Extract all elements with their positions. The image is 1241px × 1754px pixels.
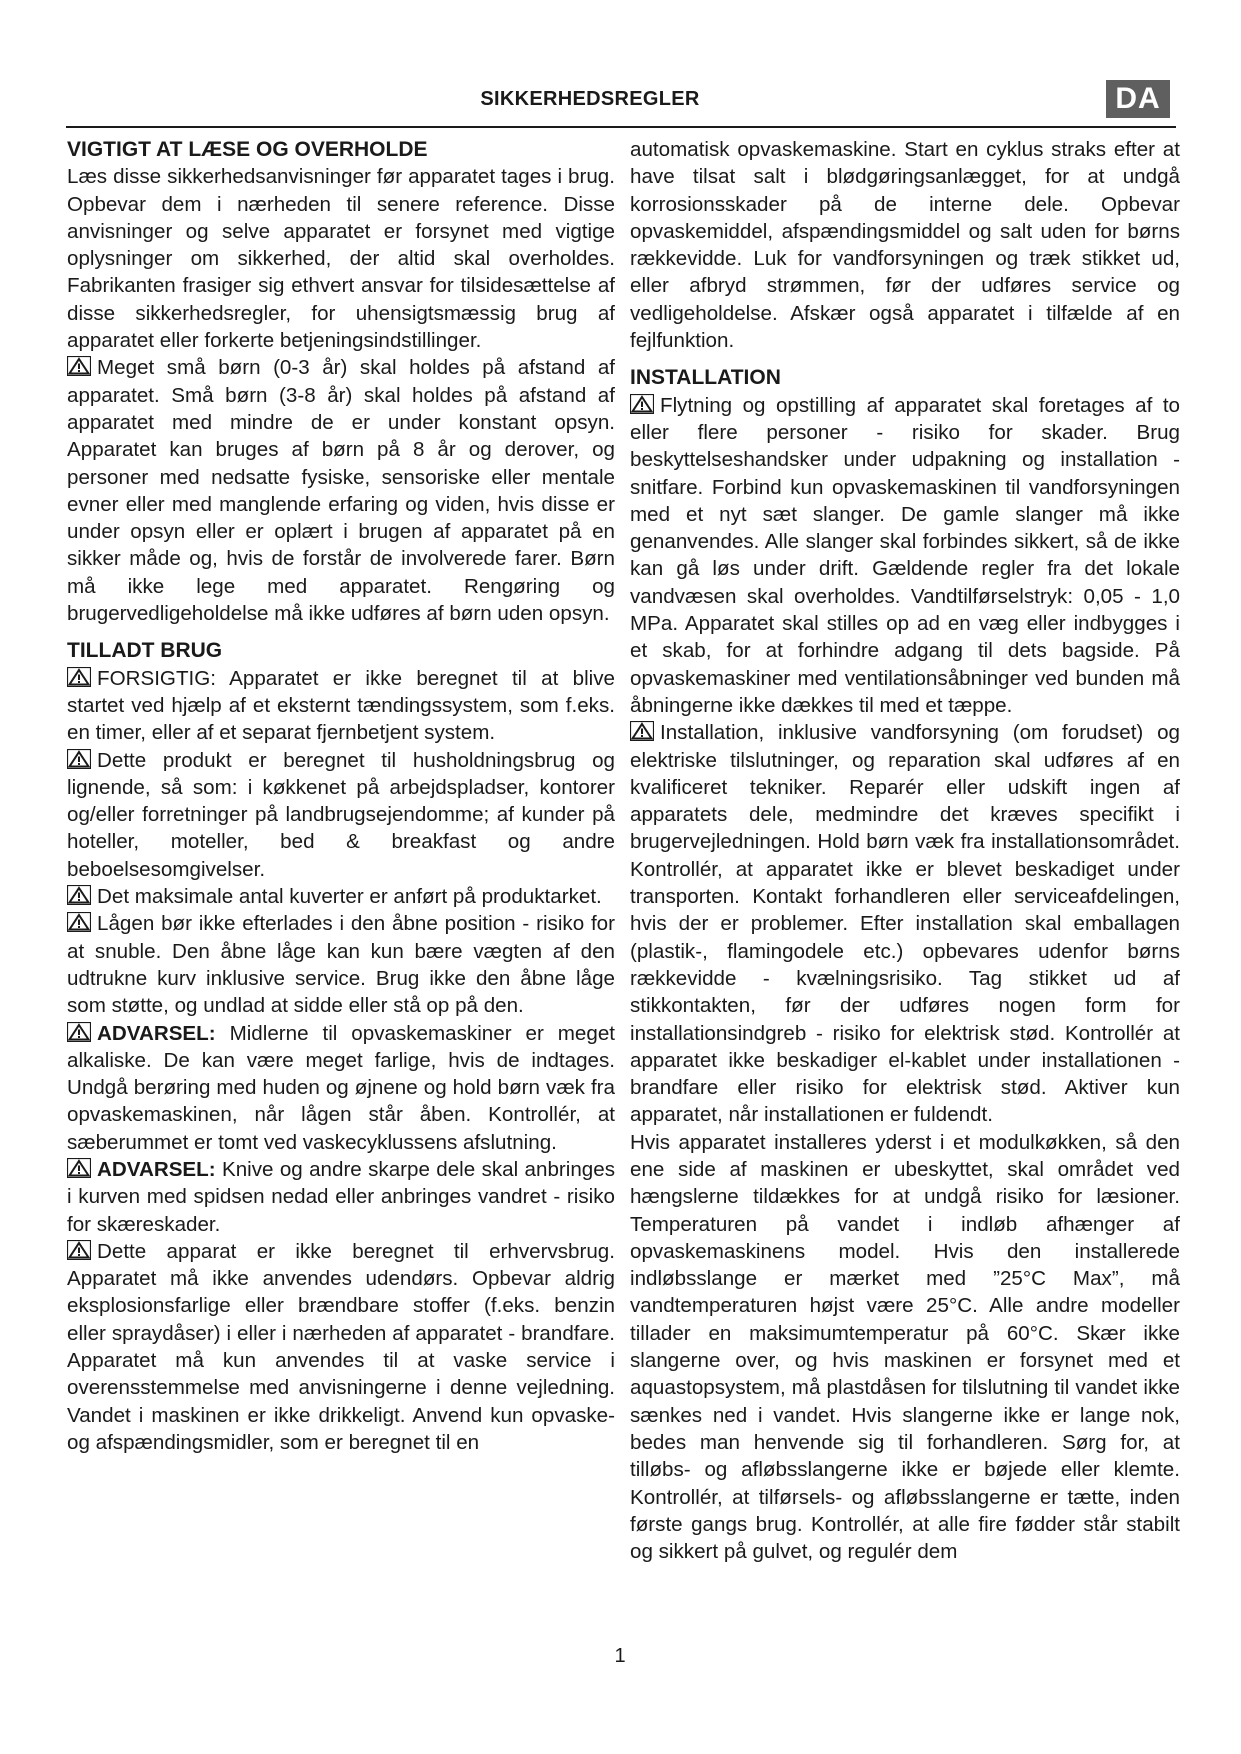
paragraph-knives-warning [67, 1156, 615, 1238]
section-heading-important: VIGTIGT AT LÆSE OG OVERHOLDE [67, 138, 428, 161]
paragraph-technician [630, 719, 1180, 1128]
technician-text: Installation, inklusive vandforsyning (om forudset) og elektriske tilslutninger, og reparation skal udføres af en kvalificeret tekniker. Reparér eller udskift ingen af apparatets dele, medmindre det kræves specifikt i brugervejledningen. Hold børn væk fra installationsområdet. Kontrollér, at apparatet ikke er blevet beskadiget under transporten. Kontakt forhandleren eller serviceafdelingen, hvis der er problemer. Efter installation skal emballagen (plastik-, flamingodele etc.) opbevares udenfor børns rækkevidde - kvælningsrisiko. Tag stikket ud af stikkontakten, før der udføres nogen form for installationsindgreb - risiko for elektrisk stød. Kontrollér at apparatet ikke beskadiger el-kablet under installationen - brandfare eller risiko for elektrisk stød. Aktiver kun apparatet, når installationen er fuldendt. [630, 721, 1180, 1127]
header-divider [66, 126, 1176, 128]
warning-triangle-icon [67, 1158, 91, 1178]
caution-text: FORSIGTIG: Apparatet er ikke beregnet til at blive startet ved hjælp af et eksternt tændingssystem, som f.eks. en timer, eller af et separat fjernbetjent system. [67, 666, 615, 745]
paragraph-children-warning [67, 354, 615, 627]
household-text: Dette produkt er beregnet til husholdningsbrug og lignende, så som: i køkkenet på arbejdspladser, kontorer og/eller forretninger på landbrugsejendomme; af kunder på hoteller, moteller, bed & breakfast og andre beboelsesomgivelser. [67, 748, 615, 881]
not-professional-text: Dette apparat er ikke beregnet til erhvervsbrug. Apparatet må ikke anvendes udendørs. Opbevar aldrig eksplosionsfarlige eller brændbare stoffer (f.eks. benzin eller spraydåser) i eller i nærheden af apparatet - brandfare. Apparatet må kun anvendes til at vaske service i overensstemmelse med anvisningerne i denne vejledning. Vandet i maskinen er ikke drikkeligt. Anvend kun opvaske- og afspændingsmidler, som er beregnet til en [67, 1239, 615, 1454]
warning-triangle-icon [67, 667, 91, 687]
paragraph-continuation: automatisk opvaskemaskine. Start en cyklus straks efter at have tilsat salt i blødgøringsanlægget, for at undgå korrosionsskader på de interne dele. Opbevar opvaskemiddel, afspændingsmiddel og salt uden for børns rækkevidde. Luk for vandforsyningen og træk stikket ud, eller afbryd strømmen, før der udføres service og vedligeholdelse. Afskær også apparatet i tilfælde af en fejlfunktion. [630, 138, 1180, 353]
warning-triangle-icon [67, 749, 91, 769]
warning-triangle-icon [630, 721, 654, 741]
moving-text: Flytning og opstilling af apparatet skal foretages af to eller flere personer - risiko for skader. Brug beskyttelseshandsker under udpakning og installation - snitfare. Forbind kun opvaskemaskinen til vandforsyningen med et nyt sæt slanger. De gamle slanger må ikke genanvendes. Alle slanger skal forbindes sikkert, så de ikke kan gå løs under drift. Gældende regler fra det lokale vandvæsen skal overholdes. Vandtilførselstryk: 0,05 - 1,0 MPa. Apparatet skal stilles op ad en væg eller indbygges i et skab, for at forhindre adgang til dets bagside. På opvaskemaskiner med ventilationsåbninger ved bunden må åbningerne ikke dækkes til med et tæppe. [630, 393, 1180, 717]
paragraph-door [67, 910, 615, 1019]
warning-label: ADVARSEL: [97, 1157, 216, 1181]
paragraph-intro: Læs disse sikkerhedsanvisninger før apparatet tages i brug. Opbevar dem i nærheden til senere reference. Disse anvisninger og selve apparatet er forsynet med vigtige oplysninger om sikkerhed, der altid skal overholdes. Fabrikanten frasiger sig ethvert ansvar for tilsidesættelse af disse sikkerhedsregler, for uhensigtsmæssig brug af apparatet eller forkerte betjeningsindstillinger. [67, 165, 615, 353]
detergent-warning-text: Midlerne til opvaskemaskiner er meget alkaliske. De kan være meget farlige, hvis de indtages. Undgå berøring med huden og øjnene og hold børn væk fra opvaskemaskinen, når lågen står åben. Kontrollér, at sæberummet er tomt ved vaskecyklussens afslutning. [67, 1021, 615, 1154]
section-heading-permitted-use: TILLADT BRUG [67, 639, 223, 663]
paragraph-place-settings [67, 883, 615, 910]
warning-triangle-icon [630, 394, 654, 414]
warning-label: ADVARSEL: [97, 1021, 216, 1045]
paragraph-modular-kitchen: Hvis apparatet installeres yderst i et modulkøkken, så den ene side af maskinen er ubeskyttet, skal området ved hængslerne tildækkes for at undgå risiko for læsioner. Temperaturen på vandet i indløb afhænger af opvaskemaskinens model. Hvis den installerede indløbsslange er mærket med ”25°C Max”, må vandtemperaturen højst være 25°C. Alle andre modeller tillader en maksimumtemperatur på 60°C. Skær ikke slangerne over, og hvis maskinen er forsynet med et aquastopsystem, må plastdåsen for tilslutning til vandet ikke sænkes ned i vandet. Hvis slangerne ikke er lange nok, bedes man henvende sig til forhandleren. Sørg for, at tilløbs- og afløbsslangerne ikke er bøjede eller klemte. Kontrollér, at tilførsels- og afløbsslangerne er tætte, inden første gangs brug. Kontrollér, at alle fire fødder står stabilt og sikkert på gulvet, og regulér dem [630, 1130, 1180, 1564]
warning-triangle-icon [67, 885, 91, 905]
door-text: Lågen bør ikke efterlades i den åbne position - risiko for at snuble. Den åbne låge kan kun bære vægten af den udtrukne kurv inklusive service. Brug ikke den åbne låge som støtte, og undlad at sidde eller stå op på den. [67, 912, 615, 1018]
page-title: SIKKERHEDSREGLER [480, 88, 700, 110]
paragraph-household [67, 747, 615, 883]
page-number: 1 [614, 1645, 626, 1667]
knives-warning-text: Knive og andre skarpe dele skal anbringes i kurven med spidsen nedad eller anbringes vandret - risiko for skæreskader. [67, 1157, 615, 1236]
place-settings-text: Det maksimale antal kuverter er anført på produktarket. [97, 885, 602, 909]
paragraph-not-professional [67, 1238, 615, 1456]
section-heading-installation: INSTALLATION [630, 366, 781, 390]
paragraph-detergent-warning [67, 1020, 615, 1156]
warning-triangle-icon [67, 912, 91, 932]
children-warning-text: Meget små børn (0-3 år) skal holdes på afstand af apparatet. Små børn (3-8 år) skal holdes på afstand af apparatet med mindre de er under konstant opsyn. Apparatet kan bruges af børn på 8 år og derover, og personer med nedsatte fysiske, sensoriske eller mentale evner eller med manglende erfaring og viden, hvis disse er under opsyn eller er oplært i brugen af apparatet på en sikker måde og, hvis de forstår de involverede farer. Børn må ikke lege med apparatet. Rengøring og brugervedligeholdelse må ikke udføres af børn uden opsyn. [67, 356, 615, 626]
paragraph-moving [630, 392, 1180, 720]
language-badge: DA [1106, 80, 1170, 118]
warning-triangle-icon [67, 1240, 91, 1260]
paragraph-caution [67, 665, 615, 747]
warning-triangle-icon [67, 356, 91, 376]
warning-triangle-icon [67, 1022, 91, 1042]
left-column [67, 136, 615, 1456]
right-column [630, 136, 1180, 1565]
